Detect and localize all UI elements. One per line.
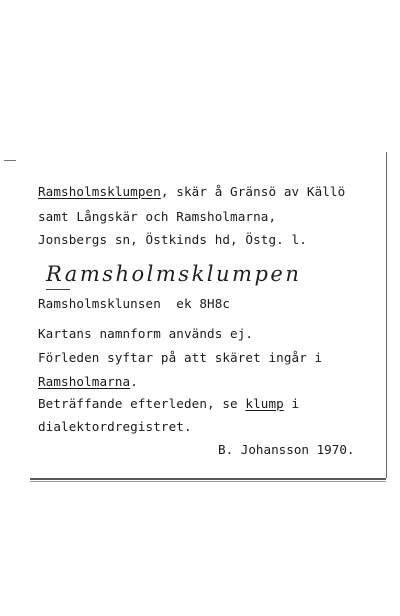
card-right-border <box>386 152 387 478</box>
map-reference-line: Ramsholmsklunsen ek 8H8c <box>38 296 231 311</box>
handwritten-underline <box>46 289 70 290</box>
card-line-6: Förleden syftar på att skäret ingår i <box>38 350 323 365</box>
card-bottom-border-shadow <box>30 481 386 482</box>
card-line-5: Kartans namnform används ej. <box>38 326 254 341</box>
card-bottom-border <box>30 478 386 480</box>
card-line-2: samt Långskär och Ramsholmarna, <box>38 209 277 224</box>
cross-reference-ramsholmarna: Ramsholmarna <box>38 374 131 389</box>
card-line-9: dialektordregistret. <box>38 419 192 434</box>
card-line-1 <box>38 184 345 200</box>
card-line-3: Jonsbergs sn, Östkinds hd, Östg. l. <box>38 232 307 247</box>
signature: B. Johansson 1970. <box>218 442 355 457</box>
card-line-8: Beträffande efterleden, se klump i <box>38 396 300 411</box>
headword: Ramsholmsklumpen <box>38 184 161 199</box>
card-tick-mark <box>4 160 16 161</box>
headword-location: , skär å Gränsö av Källö <box>160 184 346 199</box>
card-line-7: Ramsholmarna. <box>38 374 138 389</box>
handwritten-pronunciation: Ramsholmsklumpen <box>46 262 302 286</box>
cross-reference-klump: klump <box>245 396 284 411</box>
